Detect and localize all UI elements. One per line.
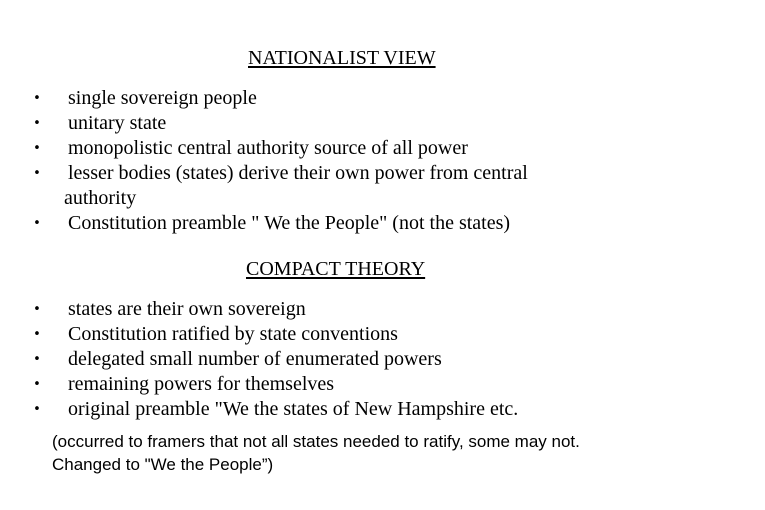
list-item-text: monopolistic central authority source of all power <box>68 137 468 159</box>
list-item-text: remaining powers for themselves <box>68 373 335 395</box>
bullet-icon: • <box>33 302 41 317</box>
list-item-text: unitary state <box>68 112 167 134</box>
bullet-icon: • <box>33 141 41 156</box>
bullet-icon: • <box>33 166 41 181</box>
list-item-text: original preamble "We the states of New Hampshire etc. <box>68 398 519 420</box>
list-item-text: delegated small number of enumerated powers <box>68 348 442 370</box>
list-item <box>0 136 765 161</box>
list-item <box>0 161 765 211</box>
list-item <box>0 211 765 236</box>
nationalist-view-list <box>0 86 765 236</box>
list-item <box>0 86 765 111</box>
framers-note-line-2: Changed to "We the People”) <box>52 455 274 474</box>
list-item <box>0 347 765 372</box>
list-item-text: lesser bodies (states) derive their own power from central <box>68 162 528 184</box>
bullet-icon: • <box>33 327 41 342</box>
framers-note-line-1: (occurred to framers that not all states needed to ratify, some may not. <box>52 432 580 451</box>
list-item <box>0 111 765 136</box>
bullet-icon: • <box>33 352 41 367</box>
bullet-icon: • <box>33 91 41 106</box>
list-item <box>0 372 765 397</box>
compact-theory-heading: COMPACT THEORY <box>246 258 426 280</box>
list-item-text: Constitution ratified by state conventions <box>68 323 398 345</box>
list-item-text: states are their own sovereign <box>68 298 306 320</box>
bullet-icon: • <box>33 216 41 231</box>
list-item <box>0 397 765 422</box>
list-item-text: single sovereign people <box>68 87 257 109</box>
compact-theory-list <box>0 297 765 422</box>
bullet-icon: • <box>33 377 41 392</box>
framers-note <box>52 430 580 476</box>
list-item <box>0 322 765 347</box>
nationalist-view-heading: NATIONALIST VIEW <box>248 47 436 69</box>
list-item <box>0 297 765 322</box>
bullet-icon: • <box>33 116 41 131</box>
list-item-text-continuation: authority <box>64 187 137 209</box>
bullet-icon: • <box>33 402 41 417</box>
list-item-text: Constitution preamble " We the People" (not the states) <box>68 212 511 234</box>
